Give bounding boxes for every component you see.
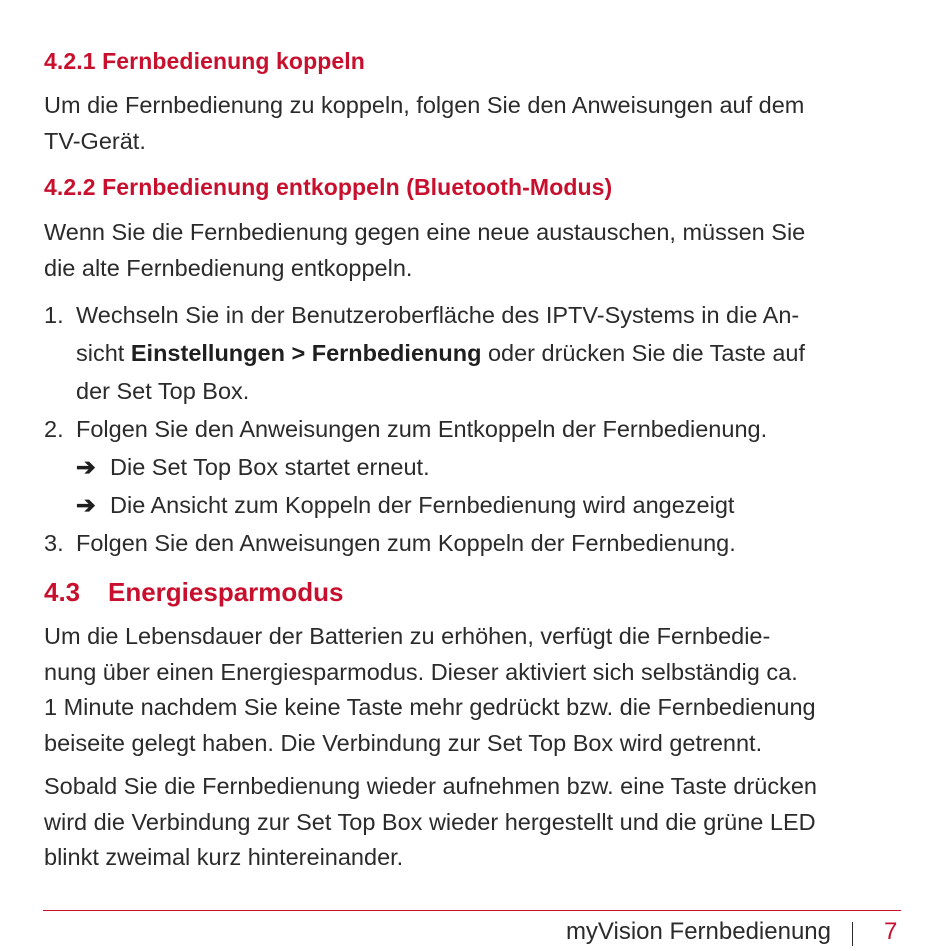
step-result	[76, 448, 430, 486]
section-heading-4-2-2: 4.2.2 Fernbedienung entkoppeln (Bluetooth-Modus)	[44, 174, 613, 200]
step-number: 3.	[44, 530, 64, 556]
section-4-2-2-text	[44, 215, 906, 286]
text-line: 1 Minute nachdem Sie keine Taste mehr gedrückt bzw. die Fernbedienung	[44, 694, 816, 720]
text-line: Um die Lebensdauer der Batterien zu erhöhen, verfügt die Fernbedie-	[44, 623, 771, 649]
step-line	[76, 334, 805, 372]
text-line: nung über einen Energiesparmodus. Dieser aktiviert sich selbständig ca.	[44, 658, 798, 685]
right-arrow-icon: ➔	[76, 454, 96, 480]
step-line: Folgen Sie den Anweisungen zum Entkoppeln der Fernbedienung.	[76, 416, 768, 442]
step-number: 1.	[44, 302, 64, 328]
text-line: wird die Verbindung zur Set Top Box wieder hergestellt und die grüne LED	[44, 808, 816, 835]
step-text: sicht	[76, 340, 131, 366]
footer-separator	[852, 922, 853, 946]
page-number: 7	[884, 918, 898, 945]
text-line: Wenn Sie die Fernbedienung gegen eine neue austauschen, müssen Sie	[44, 219, 806, 245]
section-heading-4-2-1: 4.2.1 Fernbedienung koppeln	[44, 48, 365, 74]
section-4-3-paragraph-1	[44, 619, 906, 761]
step-line: Wechseln Sie in der Benutzeroberfläche des IPTV-Systems in die An-	[76, 302, 800, 328]
section-4-2-1-text	[44, 88, 906, 159]
result-text: Die Set Top Box startet erneut.	[110, 454, 430, 480]
result-text: Die Ansicht zum Koppeln der Fernbedienung wird angezeigt	[110, 492, 735, 518]
footer-title: myVision Fernbedienung	[565, 918, 831, 945]
section-number: 4.3	[44, 577, 81, 607]
step-number: 2.	[44, 416, 64, 442]
step-line: der Set Top Box.	[76, 378, 250, 404]
step-text: oder drücken Sie die Taste auf	[481, 340, 805, 366]
step-line: Folgen Sie den Anweisungen zum Koppeln der Fernbedienung.	[76, 530, 736, 556]
right-arrow-icon: ➔	[76, 492, 96, 518]
step-body	[76, 410, 767, 448]
text-line: TV-Gerät.	[44, 127, 146, 154]
footer-divider	[43, 910, 901, 911]
text-line: Sobald Sie die Fernbedienung wieder aufnehmen bzw. eine Taste drücken	[44, 773, 817, 799]
text-line: die alte Fernbedienung entkoppeln.	[44, 254, 413, 281]
menu-path: Einstellungen > Fernbedienung	[130, 340, 482, 366]
section-heading-4-3	[44, 577, 344, 608]
section-4-3-paragraph-2	[44, 769, 906, 876]
section-title: Energiesparmodus	[108, 577, 344, 607]
step-result	[76, 486, 734, 524]
text-line: Um die Fernbedienung zu koppeln, folgen Sie den Anweisungen auf dem	[44, 92, 805, 118]
text-line: beiseite gelegt haben. Die Verbindung zur Set Top Box wird getrennt.	[44, 729, 763, 756]
step-body	[76, 524, 736, 562]
step-body	[76, 296, 805, 410]
text-line: blinkt zweimal kurz hintereinander.	[44, 844, 404, 870]
